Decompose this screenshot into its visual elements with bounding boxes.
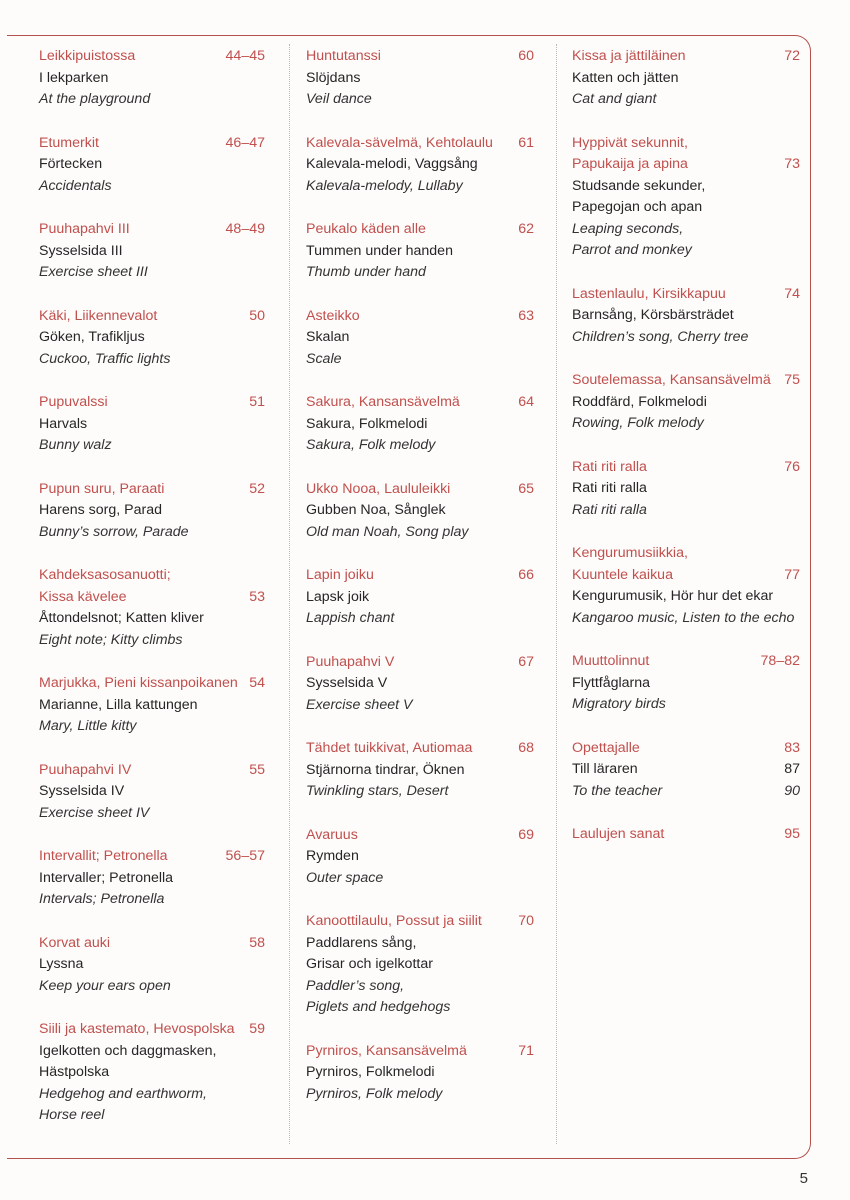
finnish-title: Kahdeksasosanuotti; — [39, 567, 171, 583]
finnish-title: Kengurumusiikkia, — [572, 545, 688, 561]
page-ref: 52 — [249, 480, 265, 497]
page-ref: 64 — [518, 394, 534, 410]
page-ref: 51 — [249, 394, 265, 410]
finnish-title: Puuhapahvi IV 55 — [39, 760, 265, 782]
toc-entry — [572, 284, 800, 349]
toc-entry — [39, 46, 265, 111]
swedish-title: I lekparken — [39, 69, 109, 86]
english-title: Scale — [306, 350, 342, 367]
toc-entry — [306, 1041, 534, 1106]
swedish-title: Grisar och igelkottar — [306, 956, 433, 972]
toc-entry — [39, 306, 265, 371]
column-separator — [556, 44, 557, 1144]
swedish-title: Sysselsida V — [306, 675, 388, 691]
toc-entry — [39, 219, 265, 284]
finnish-title: Hyppivät sekunnit, — [572, 134, 688, 151]
toc-entry — [572, 46, 800, 111]
finnish-title: Intervallit; Petronella 56–57 — [39, 846, 265, 868]
swedish-title: Flyttfåglarna — [572, 674, 651, 691]
page-ref: 65 — [518, 480, 534, 497]
finnish-title: Siili ja kastemato, Hevospolska 59 — [39, 1019, 265, 1041]
page-ref: 69 — [518, 826, 534, 843]
page-ref: 56–57 — [225, 848, 265, 864]
column-separator — [289, 44, 290, 1144]
finnish-title: Kanoottilaulu, Possut ja siilit 70 — [306, 911, 534, 933]
page-ref: 70 — [518, 913, 534, 929]
swedish-title: Göken, Trafikljus — [39, 329, 145, 345]
page-ref: 46–47 — [225, 134, 265, 151]
finnish-title: Laulujen sanat 95 — [572, 824, 800, 846]
page-ref: 95 — [784, 826, 800, 842]
page-ref: 75 — [784, 372, 800, 388]
finnish-title: Marjukka, Pieni kissanpoikanen 54 — [39, 673, 265, 695]
english-title: Keep your ears open — [39, 977, 171, 994]
english-title: Old man Noah, Song play — [306, 523, 469, 540]
finnish-title: Kuuntele kaikua 77 — [572, 565, 800, 587]
page-ref: 90 — [784, 782, 800, 799]
toc-entry — [306, 911, 534, 1019]
page-ref: 87 — [784, 761, 800, 777]
toc-entry — [306, 219, 534, 284]
finnish-title: Korvat auki 58 — [39, 933, 265, 955]
english-title: To the teacher 90 — [572, 781, 800, 803]
finnish-title: Huntutanssi 60 — [306, 46, 534, 68]
english-title: Exercise sheet IV — [39, 804, 150, 821]
swedish-title: Studsande sekunder, — [572, 177, 706, 194]
toc-entry — [306, 738, 534, 803]
finnish-title: Kissa ja jättiläinen 72 — [572, 46, 800, 68]
swedish-title: Roddfärd, Folkmelodi — [572, 393, 707, 410]
english-title: Kangaroo music, Listen to the echo — [572, 609, 795, 626]
finnish-title: Pupun suru, Paraati 52 — [39, 479, 265, 501]
english-title: Veil dance — [306, 91, 372, 107]
swedish-title: Harens sorg, Parad — [39, 502, 163, 518]
english-title: Children’s song, Cherry tree — [572, 328, 749, 345]
swedish-title: Barnsång, Körsbärsträdet — [572, 307, 734, 323]
toc-entry — [39, 933, 265, 998]
page-ref: 72 — [784, 48, 800, 64]
swedish-title: Marianne, Lilla kattungen — [39, 696, 198, 713]
english-title: Rati riti ralla — [572, 501, 647, 518]
page-ref: 63 — [518, 307, 534, 324]
page-ref: 67 — [518, 653, 534, 670]
toc-column-1 — [39, 46, 265, 1149]
english-title: Intervals; Petronella — [39, 891, 165, 907]
toc-entry — [572, 133, 800, 262]
finnish-title: Pupuvalssi 51 — [39, 392, 265, 414]
toc-column-3 — [572, 46, 800, 868]
swedish-title: Intervaller; Petronella — [39, 869, 174, 886]
swedish-title: Pyrniros, Folkmelodi — [306, 1064, 435, 1080]
toc-column-2 — [306, 46, 534, 1127]
finnish-title: Papukaija ja apina 73 — [572, 154, 800, 176]
page-ref: 61 — [518, 134, 534, 151]
swedish-title: Katten och jätten — [572, 69, 679, 86]
page-ref: 55 — [249, 761, 265, 778]
swedish-title: Åttondelsnot; Katten kliver — [39, 610, 204, 626]
page-ref: 58 — [249, 934, 265, 951]
english-title: Hedgehog and earthworm, — [39, 1085, 207, 1102]
finnish-title: Ukko Nooa, Laululeikki 65 — [306, 479, 534, 501]
toc-entry — [306, 479, 534, 544]
toc-entry — [306, 392, 534, 457]
english-title: Pyrniros, Folk melody — [306, 1085, 443, 1102]
toc-entry — [306, 565, 534, 630]
finnish-title: Peukalo käden alle 62 — [306, 219, 534, 241]
toc-entry — [572, 824, 800, 846]
toc-entry — [39, 1019, 265, 1127]
english-title: Leaping seconds, — [572, 220, 684, 237]
english-title: Sakura, Folk melody — [306, 437, 436, 453]
english-title: Accidentals — [39, 177, 112, 194]
swedish-title: Paddlarens sång, — [306, 934, 417, 951]
swedish-title: Hästpolska — [39, 1064, 110, 1080]
toc-entry — [39, 479, 265, 544]
finnish-title: Kissa kävelee 53 — [39, 587, 265, 609]
toc-entry — [306, 133, 534, 198]
toc-entry — [306, 825, 534, 890]
finnish-title: Avaruus 69 — [306, 825, 534, 847]
english-title: Lappish chant — [306, 610, 395, 626]
toc-entry — [572, 543, 800, 629]
finnish-title: Lastenlaulu, Kirsikkapuu 74 — [572, 284, 800, 306]
page-ref: 50 — [249, 307, 265, 324]
finnish-title: Käki, Liikennevalot 50 — [39, 306, 265, 328]
english-title: Mary, Little kitty — [39, 718, 137, 734]
toc-entry — [39, 565, 265, 651]
swedish-title: Rati riti ralla — [572, 480, 647, 496]
page-ref: 78–82 — [760, 653, 800, 669]
swedish-title: Papegojan och apan — [572, 199, 703, 215]
english-title: Exercise sheet III — [39, 264, 148, 280]
swedish-title: Förtecken — [39, 156, 103, 172]
page-ref: 83 — [784, 739, 800, 756]
finnish-title: Sakura, Kansansävelmä 64 — [306, 392, 534, 414]
swedish-title: Kengurumusik, Hör hur det ekar — [572, 588, 774, 604]
toc-entry — [39, 846, 265, 911]
page-ref: 44–45 — [225, 48, 265, 64]
finnish-title: Lapin joiku 66 — [306, 565, 534, 587]
swedish-title: Sysselsida IV — [39, 783, 125, 799]
english-title: Thumb under hand — [306, 264, 426, 280]
english-title: Horse reel — [39, 1107, 105, 1123]
toc-entry — [572, 651, 800, 716]
english-title: Piglets and hedgehogs — [306, 999, 451, 1015]
finnish-title: Tähdet tuikkivat, Autiomaa 68 — [306, 738, 534, 760]
finnish-title: Opettajalle 83 — [572, 738, 800, 760]
page-ref: 62 — [518, 221, 534, 237]
toc-entry — [306, 46, 534, 111]
swedish-title: Rymden — [306, 848, 359, 864]
toc-entry — [39, 760, 265, 825]
swedish-title: Igelkotten och daggmasken, — [39, 1042, 217, 1059]
toc-entry — [39, 673, 265, 738]
swedish-title: Lyssna — [39, 956, 84, 972]
toc-entry — [39, 133, 265, 198]
english-title: Cuckoo, Traffic lights — [39, 350, 171, 367]
page-number: 5 — [799, 1170, 808, 1187]
page-ref: 48–49 — [225, 221, 265, 237]
finnish-title: Puuhapahvi V 67 — [306, 652, 534, 674]
swedish-title: Harvals — [39, 415, 88, 432]
toc-entry — [572, 370, 800, 435]
english-title: Rowing, Folk melody — [572, 415, 704, 431]
english-title: Cat and giant — [572, 91, 657, 107]
finnish-title: Soutelemassa, Kansansävelmä 75 — [572, 370, 800, 392]
swedish-title: Kalevala-melodi, Vaggsång — [306, 156, 478, 172]
toc-entry — [306, 306, 534, 371]
toc-entry — [572, 457, 800, 522]
toc-entry — [39, 392, 265, 457]
finnish-title: Muuttolinnut 78–82 — [572, 651, 800, 673]
swedish-title: Sysselsida III — [39, 242, 123, 259]
finnish-title: Leikkipuistossa 44–45 — [39, 46, 265, 68]
swedish-title: Sakura, Folkmelodi — [306, 415, 428, 432]
english-title: Twinkling stars, Desert — [306, 783, 449, 799]
swedish-title: Slöjdans — [306, 69, 361, 86]
page-ref: 73 — [784, 156, 800, 172]
swedish-title: Lapsk joik — [306, 588, 370, 605]
page-ref: 74 — [784, 285, 800, 302]
page-ref: 53 — [249, 588, 265, 605]
english-title: Bunny’s sorrow, Parade — [39, 523, 189, 540]
page-ref: 76 — [784, 458, 800, 475]
page-ref: 59 — [249, 1021, 265, 1037]
page-ref: 68 — [518, 740, 534, 756]
english-title: Kalevala-melody, Lullaby — [306, 177, 463, 194]
english-title: Eight note; Kitty climbs — [39, 631, 183, 648]
english-title: Migratory birds — [572, 696, 666, 712]
finnish-title: Pyrniros, Kansansävelmä 71 — [306, 1041, 534, 1063]
swedish-title: Gubben Noa, Sånglek — [306, 502, 446, 518]
finnish-title: Puuhapahvi III 48–49 — [39, 219, 265, 241]
page-ref: 71 — [518, 1042, 534, 1059]
swedish-title: Skalan — [306, 329, 350, 345]
toc-entry — [306, 652, 534, 717]
finnish-title: Kalevala-sävelmä, Kehtolaulu 61 — [306, 133, 534, 155]
finnish-title: Asteikko 63 — [306, 306, 534, 328]
finnish-title: Etumerkit 46–47 — [39, 133, 265, 155]
page-ref: 54 — [249, 675, 265, 691]
swedish-title: Tummen under handen — [306, 242, 453, 259]
swedish-title: Stjärnorna tindrar, Öknen — [306, 761, 465, 778]
english-title: Bunny walz — [39, 437, 112, 453]
page-ref: 77 — [784, 566, 800, 583]
finnish-title: Rati riti ralla 76 — [572, 457, 800, 479]
toc-entry — [572, 738, 800, 803]
swedish-title: Till läraren 87 — [572, 759, 800, 781]
english-title: Parrot and monkey — [572, 242, 692, 258]
english-title: Exercise sheet V — [306, 696, 413, 713]
page-ref: 60 — [518, 48, 534, 64]
english-title: Outer space — [306, 869, 384, 886]
english-title: Paddler’s song, — [306, 977, 405, 994]
page-ref: 66 — [518, 567, 534, 583]
english-title: At the playground — [39, 91, 151, 107]
